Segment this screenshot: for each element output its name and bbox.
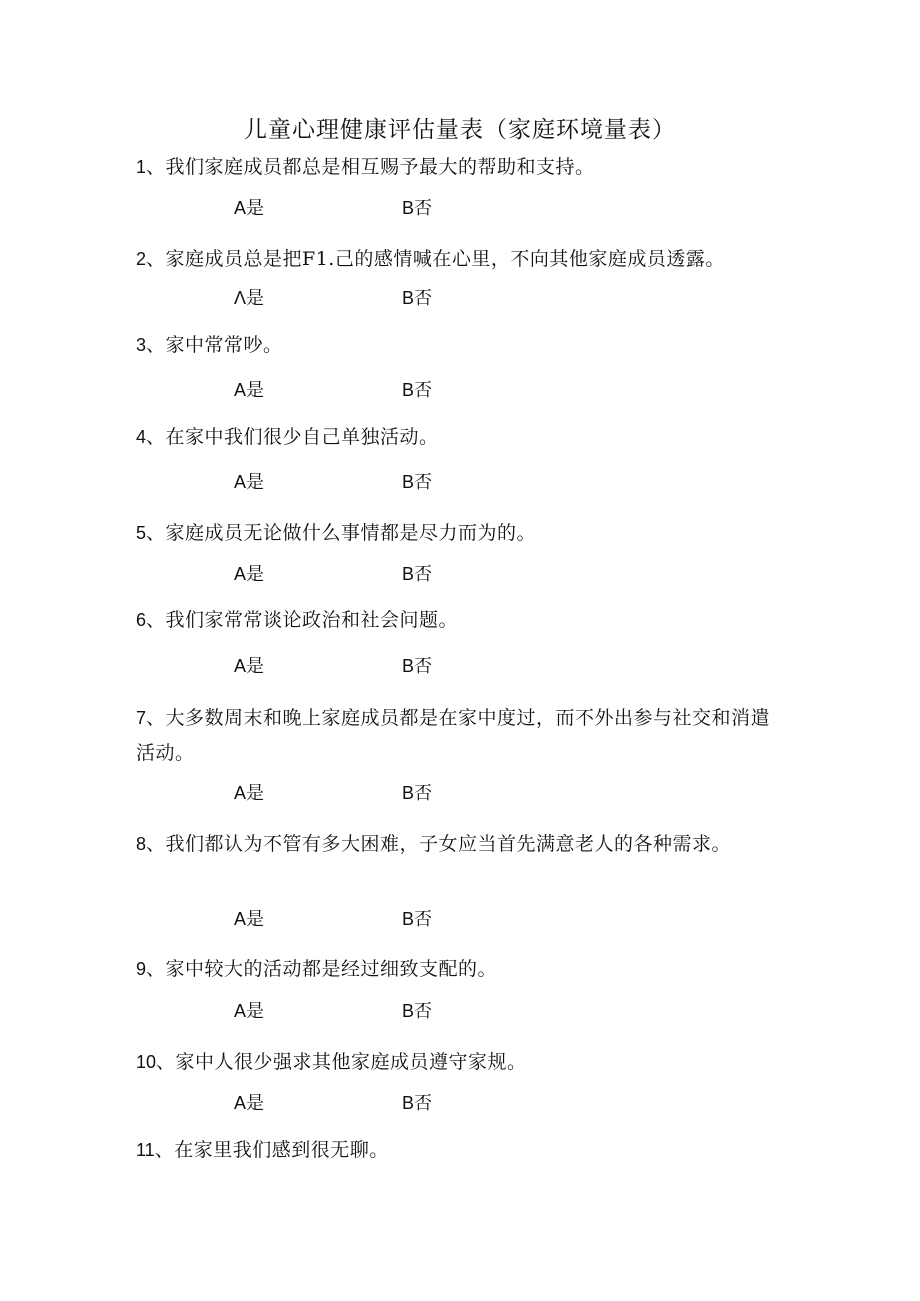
option-a[interactable] [234, 907, 264, 932]
question-number: 8 [136, 834, 147, 854]
option-a[interactable] [234, 470, 264, 495]
question-text: 家中人很少强求其他家庭成员遵守家规。 [175, 1051, 527, 1073]
question-10 [136, 1045, 786, 1080]
option-letter: Λ [234, 288, 247, 308]
question-number: 4 [136, 427, 147, 447]
option-letter: B [402, 1093, 415, 1113]
option-letter: B [402, 909, 415, 929]
question-separator: 、 [156, 1051, 176, 1073]
question-6 [136, 603, 786, 638]
option-a[interactable] [234, 654, 264, 679]
option-label: 否 [414, 198, 433, 219]
option-label: 否 [414, 288, 433, 309]
question-separator: 、 [146, 426, 166, 448]
question-separator: 、 [146, 334, 166, 356]
question-number: 9 [136, 959, 147, 979]
question-text: 家中较大的活动都是经过细致支配的。 [165, 958, 498, 980]
option-b[interactable] [402, 999, 432, 1024]
question-1 [136, 150, 786, 185]
option-letter: A [234, 656, 247, 676]
option-a[interactable] [234, 286, 264, 311]
option-letter: B [402, 198, 415, 218]
option-label: 是 [246, 564, 265, 585]
option-label: 否 [414, 1001, 433, 1022]
question-separator: 、 [146, 833, 166, 855]
option-letter: A [234, 564, 247, 584]
option-letter: B [402, 1001, 415, 1021]
question-text: 家庭成员总是把F1.己的感情喊在心里，不向其他家庭成员透露。 [165, 248, 725, 270]
question-text: 在家里我们感到很无聊。 [174, 1139, 389, 1161]
question-11 [136, 1133, 786, 1168]
option-letter: A [234, 198, 247, 218]
question-number: 5 [136, 523, 147, 543]
question-number: 11 [136, 1140, 155, 1160]
option-b[interactable] [402, 907, 432, 932]
question-number: 7 [136, 708, 147, 728]
question-separator: 、 [146, 707, 166, 729]
option-a[interactable] [234, 781, 264, 806]
option-b[interactable] [402, 654, 432, 679]
question-9 [136, 952, 786, 987]
option-a[interactable] [234, 1091, 264, 1116]
option-label: 否 [414, 783, 433, 804]
question-separator: 、 [146, 958, 166, 980]
question-2 [136, 242, 786, 277]
document-title: 儿童心理健康评估量表（家庭环境量表） [244, 117, 676, 143]
question-text: 在家中我们很少自己单独活动。 [165, 426, 439, 448]
question-5 [136, 516, 786, 551]
option-label: 是 [246, 656, 265, 677]
option-letter: B [402, 472, 415, 492]
question-7 [136, 701, 786, 771]
question-3 [136, 328, 786, 363]
option-letter: B [402, 380, 415, 400]
option-label: 否 [414, 380, 433, 401]
option-b[interactable] [402, 286, 432, 311]
question-number: 10 [136, 1052, 157, 1072]
option-a[interactable] [234, 562, 264, 587]
question-separator: 、 [146, 522, 166, 544]
option-a[interactable] [234, 378, 264, 403]
option-b[interactable] [402, 1091, 432, 1116]
question-number: 3 [136, 335, 147, 355]
option-a[interactable] [234, 999, 264, 1024]
question-separator: 、 [146, 156, 166, 178]
option-label: 是 [246, 909, 265, 930]
option-label: 是 [246, 198, 265, 219]
question-text: 家庭成员无论做什么事情都是尽力而为的。 [165, 522, 537, 544]
option-b[interactable] [402, 470, 432, 495]
question-number: 2 [136, 249, 147, 269]
question-8 [136, 827, 786, 862]
option-letter: A [234, 783, 247, 803]
option-b[interactable] [402, 378, 432, 403]
option-letter: A [234, 380, 247, 400]
question-separator: 、 [146, 248, 166, 270]
option-letter: B [402, 564, 415, 584]
question-separator: 、 [146, 609, 166, 631]
option-letter: B [402, 656, 415, 676]
option-label: 是 [246, 288, 265, 309]
option-label: 是 [246, 472, 265, 493]
option-label: 是 [246, 1001, 265, 1022]
option-label: 是 [246, 1093, 265, 1114]
option-letter: B [402, 288, 415, 308]
question-text: 我们都认为不管有多大困难，子女应当首先满意老人的各种需求。 [165, 833, 732, 855]
option-letter: B [402, 783, 415, 803]
option-label: 是 [246, 783, 265, 804]
option-letter: A [234, 1001, 247, 1021]
option-label: 否 [414, 472, 433, 493]
option-label: 否 [414, 656, 433, 677]
question-text: 大多数周末和晚上家庭成员都是在家中度过，而不外出参与社交和消遣活动。 [136, 707, 771, 764]
option-label: 否 [414, 564, 433, 585]
option-b[interactable] [402, 781, 432, 806]
question-separator: 、 [154, 1139, 175, 1161]
option-label: 否 [414, 909, 433, 930]
option-label: 否 [414, 1093, 433, 1114]
option-letter: A [234, 472, 247, 492]
question-number: 1 [136, 157, 147, 177]
option-letter: A [234, 1093, 247, 1113]
question-number: 6 [136, 610, 147, 630]
question-text: 家中常常吵。 [165, 334, 283, 356]
option-letter: A [234, 909, 247, 929]
option-b[interactable] [402, 196, 432, 221]
option-a[interactable] [234, 196, 264, 221]
question-4 [136, 420, 786, 455]
option-label: 是 [246, 380, 265, 401]
question-text: 我们家庭成员都总是相互赐予最大的帮助和支持。 [165, 156, 595, 178]
question-text: 我们家常常谈论政治和社会问题。 [165, 609, 459, 631]
option-b[interactable] [402, 562, 432, 587]
